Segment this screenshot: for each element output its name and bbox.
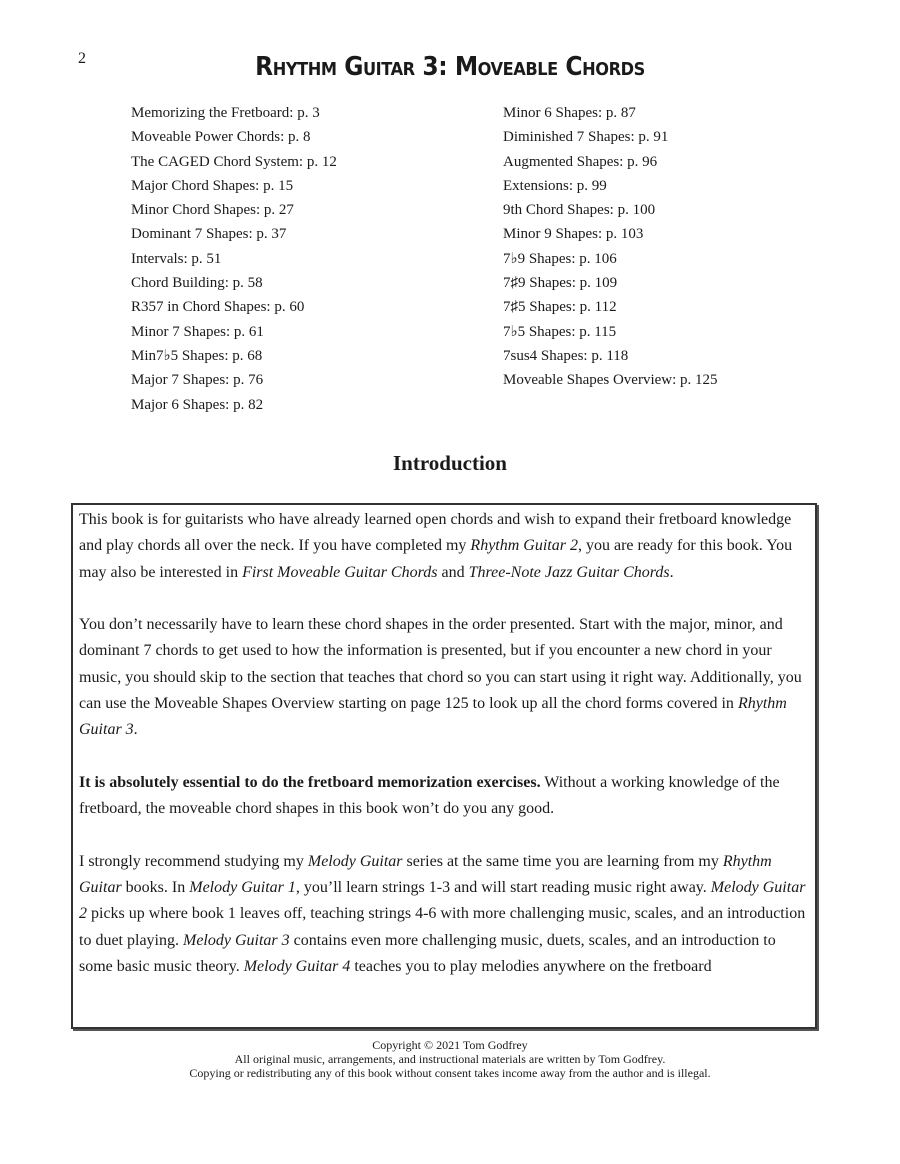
text-run: Without a working knowledge of the fretboard, the moveable chord shapes in this book won’t do you any good. [79, 773, 780, 818]
book-reference: Melody Guitar 2 [79, 879, 806, 923]
toc-item: 7♭9 Shapes: p. 106 [503, 250, 617, 267]
introduction-heading: Introduction [393, 451, 507, 475]
intro-paragraph-2 [79, 612, 809, 743]
book-reference: Rhythm Guitar [79, 852, 772, 897]
toc-item: Moveable Shapes Overview: p. 125 [503, 372, 718, 389]
book-reference: Melody Guitar 4 [243, 958, 351, 976]
intro-paragraph-1 [79, 507, 809, 586]
text-run: contains even more challenging music, duets, scales, and an introduction to some basic music theory. [79, 931, 776, 976]
toc-item: Chord Building: p. 58 [131, 275, 263, 292]
toc-item: Memorizing the Fretboard: p. 3 [131, 105, 320, 121]
text-run: . [669, 563, 674, 581]
text-run: teaches you to play melodies anywhere on the fretboard [350, 958, 712, 976]
toc-item: 9th Chord Shapes: p. 100 [503, 202, 656, 219]
toc-item: Minor 9 Shapes: p. 103 [503, 226, 644, 243]
book-reference: Rhythm Guitar 3 [79, 695, 787, 739]
copyright-footer [0, 1038, 900, 1080]
text-run: and [437, 563, 469, 581]
book-reference: Melody Guitar [307, 852, 403, 870]
toc-item: Dominant 7 Shapes: p. 37 [131, 226, 287, 243]
intro-paragraph-4 [79, 849, 809, 980]
emphasis-statement: It is absolutely essential to do the fretboard memorization exercises. [79, 773, 541, 791]
text-run: series at the same time you are learning from my [402, 852, 723, 870]
toc-item: The CAGED Chord System: p. 12 [131, 153, 337, 170]
book-reference: Rhythm Guitar 2 [470, 537, 578, 555]
book-reference: Three-Note Jazz Guitar Chords [468, 563, 670, 581]
text-run: books. In [121, 879, 190, 897]
toc-item: Major Chord Shapes: p. 15 [131, 177, 294, 194]
toc-item: 7♯5 Shapes: p. 112 [503, 299, 617, 316]
copyright-line: Copyright © 2021 Tom Godfrey [372, 1038, 528, 1052]
intro-paragraph-3 [79, 770, 809, 823]
introduction-box [71, 503, 817, 1029]
toc-item: Augmented Shapes: p. 96 [503, 153, 658, 170]
toc-item: Extensions: p. 99 [503, 177, 607, 194]
toc-right-column [503, 101, 718, 393]
toc-item: 7♭5 Shapes: p. 115 [503, 323, 617, 340]
toc-item: Major 6 Shapes: p. 82 [131, 396, 264, 413]
text-run: , you are ready for this book. You may also be interested in [79, 537, 793, 581]
book-reference: Melody Guitar 3 [182, 931, 290, 949]
book-reference: Melody Guitar 1 [189, 879, 296, 897]
page-number: 2 [78, 50, 86, 67]
toc-left-column [131, 101, 337, 417]
toc-item: Major 7 Shapes: p. 76 [131, 372, 264, 389]
toc-item: 7♯9 Shapes: p. 109 [503, 275, 618, 292]
toc-item: Min7♭5 Shapes: p. 68 [131, 347, 263, 364]
toc-item: Minor 6 Shapes: p. 87 [503, 105, 636, 121]
text-run: , you’ll learn strings 1-3 and will start reading music right away. [295, 879, 711, 897]
book-title: Rhythm Guitar 3: Moveable Chords [255, 52, 645, 82]
toc-item: Moveable Power Chords: p. 8 [131, 129, 311, 146]
toc-item: Intervals: p. 51 [131, 250, 222, 267]
toc-item: Minor Chord Shapes: p. 27 [131, 202, 294, 219]
toc-item: Minor 7 Shapes: p. 61 [131, 323, 264, 340]
text-run: You don’t necessarily have to learn these chord shapes in the order presented. Start with the major, minor, and dominant 7 chords to get used to how the information is presented, but if you encounter a new chord in your music, you should skip to the section that teaches that chord so you can start using it right way. Additionally, you can use the Moveable Shapes Overview starting on page 125 to look up all the chord forms covered in [79, 616, 802, 713]
text-run: . [133, 721, 138, 739]
toc-item: 7sus4 Shapes: p. 118 [503, 347, 629, 364]
warning-line: Copying or redistributing any of this book without consent takes income away from the author and is illegal. [189, 1066, 711, 1080]
rights-line: All original music, arrangements, and instructional materials are written by Tom Godfrey. [234, 1052, 666, 1066]
toc-item: R357 in Chord Shapes: p. 60 [131, 299, 305, 316]
text-run: I strongly recommend studying my [79, 852, 308, 870]
text-run: picks up where book 1 leaves off, teaching strings 4-6 with more challenging music, scales, and an introduction to duet playing. [79, 905, 806, 949]
text-run: This book is for guitarists who have already learned open chords and wish to expand their fretboard knowledge and play chords all over the neck. If you have completed my [79, 511, 792, 555]
book-reference: First Moveable Guitar Chords [242, 563, 438, 581]
toc-item: Diminished 7 Shapes: p. 91 [503, 129, 669, 146]
